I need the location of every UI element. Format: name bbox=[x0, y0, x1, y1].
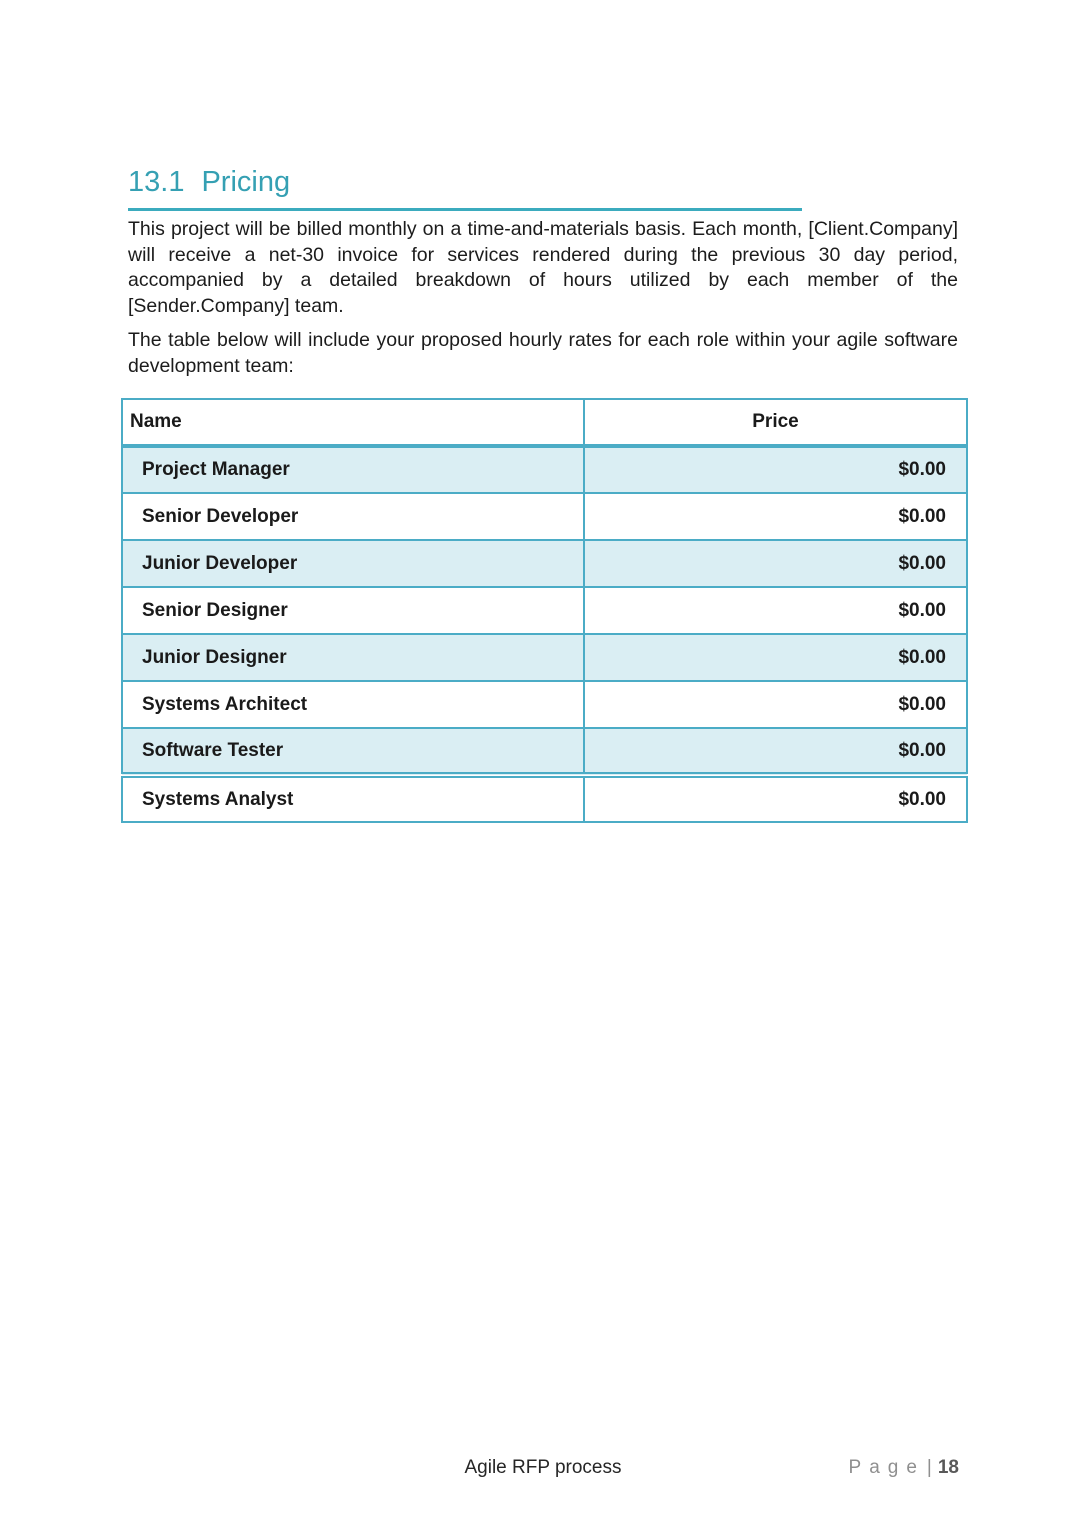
role-name-cell: Systems Analyst bbox=[122, 775, 584, 822]
table-row bbox=[122, 728, 967, 775]
table-row bbox=[122, 446, 967, 493]
role-name-cell: Project Manager bbox=[122, 446, 584, 493]
table-row bbox=[122, 540, 967, 587]
table-header-row bbox=[122, 399, 967, 446]
role-name-cell: Senior Designer bbox=[122, 587, 584, 634]
role-name-cell: Software Tester bbox=[122, 728, 584, 775]
pricing-table bbox=[121, 398, 968, 823]
section-title: Pricing bbox=[201, 166, 291, 198]
price-cell: $0.00 bbox=[584, 446, 967, 493]
price-cell: $0.00 bbox=[584, 587, 967, 634]
price-cell: $0.00 bbox=[584, 775, 967, 822]
paragraph-billing: This project will be billed monthly on a time-and-materials basis. Each month, [Client.Company] will receive a net-30 invoice for services rendered during the previous 30 day period, accompanied by a detailed breakdown of hours utilized by each member of the [Sender.Company] team. bbox=[128, 218, 958, 317]
column-header-price: Price bbox=[584, 399, 967, 446]
body-text bbox=[128, 217, 958, 388]
footer-page-indicator bbox=[849, 1457, 959, 1479]
price-cell: $0.00 bbox=[584, 728, 967, 775]
table-row bbox=[122, 634, 967, 681]
role-name-cell: Senior Developer bbox=[122, 493, 584, 540]
table-row bbox=[122, 775, 967, 822]
price-cell: $0.00 bbox=[584, 634, 967, 681]
section-number: 13.1 bbox=[128, 166, 185, 198]
footer-page-separator: | bbox=[926, 1457, 932, 1478]
price-cell: $0.00 bbox=[584, 681, 967, 728]
role-name-cell: Junior Designer bbox=[122, 634, 584, 681]
price-cell: $0.00 bbox=[584, 493, 967, 540]
table-row bbox=[122, 493, 967, 540]
paragraph-table-intro: The table below will include your proposed hourly rates for each role within your agile software development team: bbox=[128, 329, 958, 377]
role-name-cell: Systems Architect bbox=[122, 681, 584, 728]
footer-page-word: Page bbox=[848, 1457, 925, 1478]
section-heading bbox=[128, 166, 802, 211]
column-header-name: Name bbox=[122, 399, 584, 446]
role-name-cell: Junior Developer bbox=[122, 540, 584, 587]
footer-page-number: 18 bbox=[937, 1457, 959, 1478]
table-row bbox=[122, 587, 967, 634]
price-cell: $0.00 bbox=[584, 540, 967, 587]
table-row bbox=[122, 681, 967, 728]
footer-document-title: Agile RFP process bbox=[464, 1457, 622, 1478]
